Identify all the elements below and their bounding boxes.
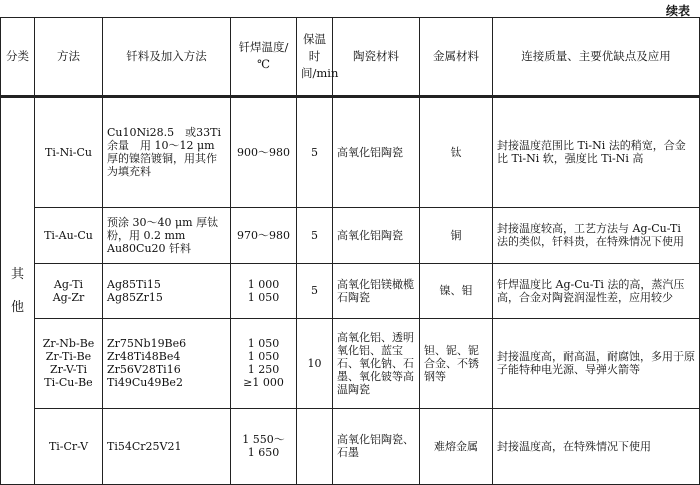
hold-cell: 10 <box>297 318 333 408</box>
header-quality: 连接质量、主要优缺点及应用 <box>493 18 700 96</box>
filler-cell: Zr75Nb19Be6 Zr48Ti48Be4 Zr56V28Ti16 Ti49Cu49Be2 <box>103 318 231 408</box>
metal-cell: 钛 <box>420 97 493 207</box>
ceramic-cell: 高氧化铝陶瓷 <box>333 97 420 207</box>
hold-cell <box>297 408 333 484</box>
header-metal: 金属材料 <box>420 18 493 96</box>
brazing-methods-table <box>0 17 700 485</box>
category-char: 其 <box>10 266 24 282</box>
temp-cell: 1 050 1 050 1 250 ≥1 000 <box>231 318 297 408</box>
method-cell: Ag-Ti Ag-Zr <box>35 263 103 318</box>
temp-cell: 900～980 <box>231 97 297 207</box>
filler-cell: Ti54Cr25V21 <box>103 408 231 484</box>
quality-cell: 钎焊温度比 Ag-Cu-Ti 法的高，蒸汽压高，合金对陶瓷润湿性差，应用较少 <box>493 263 700 318</box>
category-cell <box>1 97 35 484</box>
category-char: 他 <box>10 299 24 315</box>
metal-cell: 铜 <box>420 207 493 263</box>
ceramic-cell: 高氧化铝镁橄榄石陶瓷 <box>333 263 420 318</box>
temp-cell: 1 550～ 1 650 <box>231 408 297 484</box>
table-header-row <box>1 18 700 96</box>
quality-cell: 封接温度高，耐高温，耐腐蚀，多用于原子能特种电光源、导弹火箭等 <box>493 318 700 408</box>
header-filler: 钎料及加入方法 <box>103 18 231 96</box>
table-row <box>1 408 700 484</box>
table-row <box>1 318 700 408</box>
method-cell: Zr-Nb-Be Zr-Ti-Be Zr-V-Ti Ti-Cu-Be <box>35 318 103 408</box>
metal-cell: 钽、铌、铌合金、不锈钢等 <box>420 318 493 408</box>
filler-cell: 预涂 30～40 μm 厚钛粉，用 0.2 mm Au80Cu20 钎料 <box>103 207 231 263</box>
ceramic-cell: 高氧化铝陶瓷、石墨 <box>333 408 420 484</box>
header-ceramic: 陶瓷材料 <box>333 18 420 96</box>
method-cell: Ti-Ni-Cu <box>35 97 103 207</box>
quality-cell: 封接温度高，在特殊情况下使用 <box>493 408 700 484</box>
filler-cell: Cu10Ni28.5 或33Ti 余量 用 10～12 μm 厚的镍箔镀铜，用其作为填充料 <box>103 97 231 207</box>
table-row <box>1 207 700 263</box>
hold-cell: 5 <box>297 263 333 318</box>
continued-table-label: 续表 <box>665 4 690 18</box>
quality-cell: 封接温度较高，工艺方法与 Ag-Cu-Ti 法的类似，钎料贵，在特殊情况下使用 <box>493 207 700 263</box>
table-row <box>1 263 700 318</box>
header-method: 方法 <box>35 18 103 96</box>
header-category: 分类 <box>1 18 35 96</box>
hold-cell: 5 <box>297 97 333 207</box>
filler-cell: Ag85Ti15 Ag85Zr15 <box>103 263 231 318</box>
hold-cell: 5 <box>297 207 333 263</box>
header-hold: 保温时间/min <box>297 18 333 96</box>
metal-cell: 镍、钼 <box>420 263 493 318</box>
header-temp: 钎焊温度/℃ <box>231 18 297 96</box>
ceramic-cell: 高氧化铝陶瓷 <box>333 207 420 263</box>
metal-cell: 难熔金属 <box>420 408 493 484</box>
temp-cell: 970～980 <box>231 207 297 263</box>
method-cell: Ti-Au-Cu <box>35 207 103 263</box>
quality-cell: 封接温度范围比 Ti-Ni 法的稍宽，合金比 Ti-Ni 软，强度比 Ti-Ni 高 <box>493 97 700 207</box>
table-row <box>1 97 700 207</box>
ceramic-cell: 高氧化铝、透明氧化铝、蓝宝石、氧化钠、石墨、氧化铍等高温陶瓷 <box>333 318 420 408</box>
temp-cell: 1 000 1 050 <box>231 263 297 318</box>
method-cell: Ti-Cr-V <box>35 408 103 484</box>
